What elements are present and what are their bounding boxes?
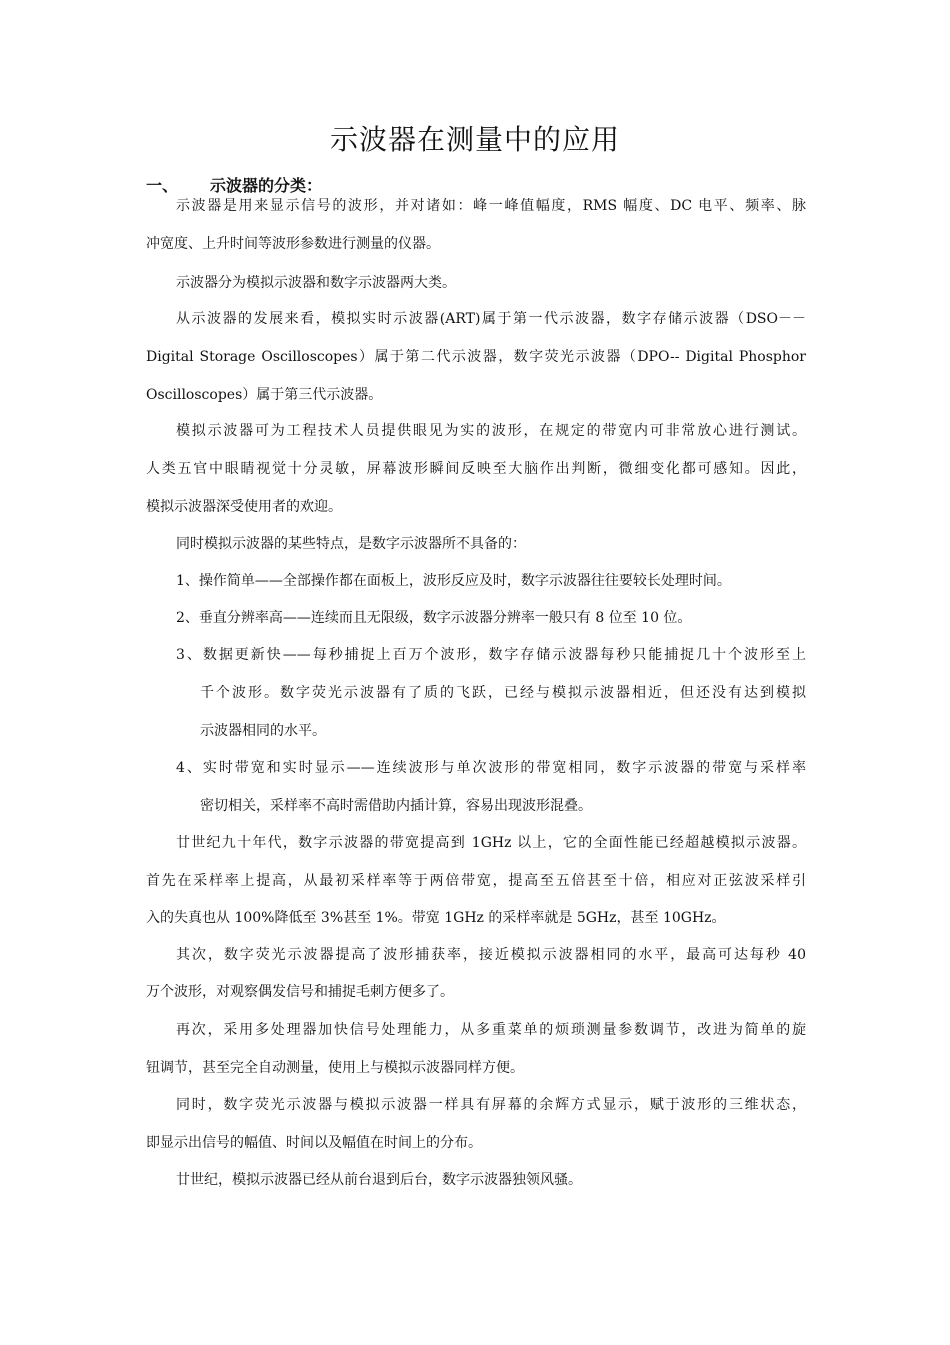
para-generations-line: 从示波器的发展来看，模拟实时示波器(ART)属于第一代示波器，数字存储示波器（DSO－－ <box>176 311 806 327</box>
list-item-2-line: 2、垂直分辨率高——连续而且无限级，数字示波器分辨率一般只有 8 位至 10 位。 <box>176 610 692 626</box>
list-item-1-line: 1、操作简单——全部操作都在面板上，波形反应及时，数字示波器往往要较长处理时间。 <box>176 573 731 589</box>
list-item-3-line: 3、数据更新快——每秒捕捉上百万个波形，数字存储示波器每秒只能捕捉几十个波形至上 <box>176 647 806 663</box>
section-heading-text: 示波器的分类： <box>210 176 323 195</box>
para-analog-advantage-line: 人类五官中眼睛视觉十分灵敏，屏幕波形瞬间反映至大脑作出判断，微细变化都可感知。因此， <box>146 461 806 477</box>
list-item-3-line: 千个波形。数字荧光示波器有了质的飞跃，已经与模拟示波器相近，但还没有达到模拟 <box>200 685 806 701</box>
list-item-3-line: 示波器相同的水平。 <box>200 723 326 739</box>
para-definition-line: 示波器是用来显示信号的波形，并对诸如：峰一峰值幅度，RMS 幅度、DC 电平、频率、脉 <box>176 198 806 214</box>
para-analog-features-line: 同时模拟示波器的某些特点，是数字示波器所不具备的： <box>176 536 526 552</box>
para-conclusion-line: 廿世纪，模拟示波器已经从前台退到后台，数字示波器独领风骚。 <box>176 1172 582 1188</box>
para-analog-advantage-line: 模拟示波器深受使用者的欢迎。 <box>146 499 342 515</box>
para-definition-line: 冲宽度、上升时间等波形参数进行测量的仪器。 <box>146 236 440 252</box>
section-number: 一、 <box>146 176 179 195</box>
para-generations-line: Oscilloscopes）属于第三代示波器。 <box>146 387 383 403</box>
para-capture-rate-line: 其次，数字荧光示波器提高了波形捕获率，接近模拟示波器相同的水平，最高可达每秒 40 <box>176 947 806 963</box>
page-title: 示波器在测量中的应用 <box>329 123 620 156</box>
para-generations-line: Digital Storage Oscilloscopes）属于第二代示波器，数字荧光示波器（DPO-- Digital Phosphor <box>146 349 806 365</box>
para-types-line: 示波器分为模拟示波器和数字示波器两大类。 <box>176 275 456 291</box>
para-analog-advantage-line: 模拟示波器可为工程技术人员提供眼见为实的波形，在规定的带宽内可非常放心进行测试。 <box>176 423 806 439</box>
para-nineties-line: 首先在采样率上提高，从最初采样率等于两倍带宽，提高至五倍甚至十倍，相应对正弦波采样引 <box>146 873 806 889</box>
para-persistence-line: 同时，数字荧光示波器与模拟示波器一样具有屏幕的余辉方式显示，赋于波形的三维状态， <box>176 1097 806 1113</box>
para-processors-line: 再次，采用多处理器加快信号处理能力，从多重菜单的烦琐测量参数调节，改进为简单的旋 <box>176 1022 806 1038</box>
list-item-4-line: 密切相关，采样率不高时需借助内插计算，容易出现波形混叠。 <box>200 798 592 814</box>
para-nineties-line: 入的失真也从 100%降低至 3%甚至 1%。带宽 1GHz 的采样率就是 5GHz，甚至 10GHz。 <box>146 910 726 926</box>
para-capture-rate-line: 万个波形，对观察偶发信号和捕捉毛刺方便多了。 <box>146 984 454 1000</box>
para-processors-line: 钮调节，甚至完全自动测量，使用上与模拟示波器同样方便。 <box>146 1060 524 1076</box>
list-item-4-line: 4、实时带宽和实时显示——连续波形与单次波形的带宽相同，数字示波器的带宽与采样率 <box>176 760 806 776</box>
para-nineties-line: 廿世纪九十年代，数字示波器的带宽提高到 1GHz 以上，它的全面性能已经超越模拟示波器。 <box>176 835 806 851</box>
para-persistence-line: 即显示出信号的幅值、时间以及幅值在时间上的分布。 <box>146 1135 482 1151</box>
